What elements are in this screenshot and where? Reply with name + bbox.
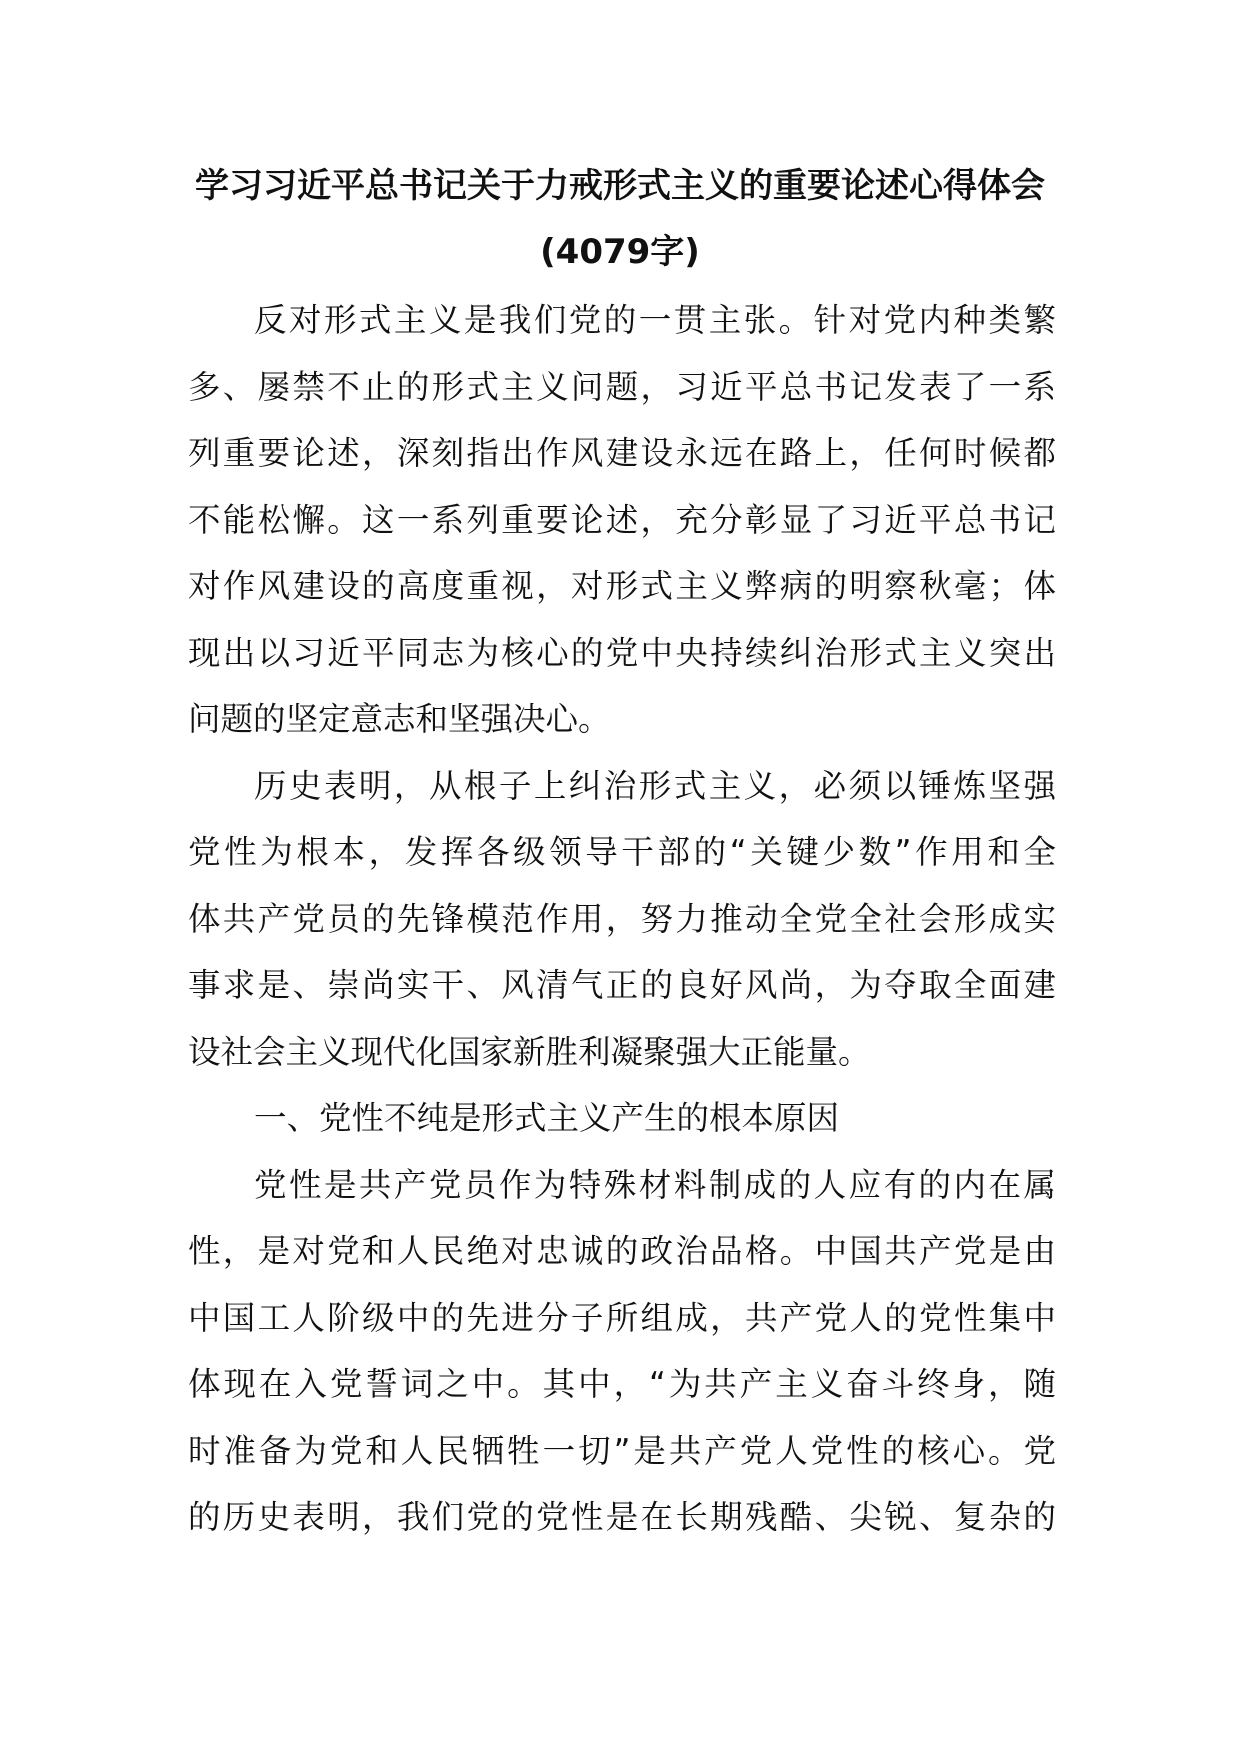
- text-line: 一、党性不纯是形式主义产生的根本原因: [254, 1099, 840, 1137]
- text-line: 设社会主义现代化国家新胜利凝聚强大正能量。: [188, 1032, 871, 1071]
- document-word-count: (4079字): [540, 232, 700, 272]
- text-line: 体共产党员的先锋模范作用，努力推动全党全社会形成实: [188, 899, 1056, 938]
- text-line: 问题的坚定意志和坚强决心。: [188, 700, 611, 738]
- text-line: 反对形式主义是我们党的一贯主张。针对党内种类繁: [254, 301, 1056, 339]
- text-line: 党性是共产党员作为特殊材料制成的人应有的内在属: [254, 1165, 1056, 1204]
- text-line: 事求是、崇尚实干、风清气正的良好风尚，为夺取全面建: [188, 966, 1056, 1004]
- text-line: 列重要论述，深刻指出作风建设永远在路上，任何时候都: [188, 434, 1056, 472]
- paragraph: [188, 287, 1056, 753]
- text-line: 历史表明，从根子上纠治形式主义，必须以锤炼坚强: [254, 766, 1056, 805]
- text-line: 中国工人阶级中的先进分子所组成，共产党人的党性集中: [188, 1298, 1056, 1337]
- text-line: 性，是对党和人民绝对忠诚的政治品格。中国共产党是由: [188, 1232, 1056, 1270]
- text-line: 不能松懈。这一系列重要论述，充分彰显了习近平总书记: [188, 500, 1056, 539]
- text-line: 党性为根本，发挥各级领导干部的“关键少数”作用和全: [188, 833, 1056, 871]
- text-line: 的历史表明，我们党的党性是在长期残酷、尖锐、复杂的: [188, 1498, 1056, 1536]
- text-line: 对作风建设的高度重视，对形式主义弊病的明察秋毫；体: [188, 567, 1056, 605]
- text-line: 现出以习近平同志为核心的党中央持续纠治形式主义突出: [188, 633, 1056, 672]
- section-heading: [188, 1085, 1056, 1152]
- text-line: 多、屡禁不止的形式主义问题，习近平总书记发表了一系: [188, 367, 1056, 406]
- text-line: 体现在入党誓词之中。其中，“为共产主义奋斗终身，随: [188, 1365, 1056, 1403]
- document-title: 学习习近平总书记关于力戒形式主义的重要论述心得体会: [195, 166, 1045, 206]
- text-line: 时准备为党和人民牺牲一切”是共产党人党性的核心。党: [188, 1431, 1056, 1470]
- paragraph: [188, 753, 1056, 1086]
- document-body: [188, 287, 1056, 1551]
- paragraph: [188, 1152, 1056, 1551]
